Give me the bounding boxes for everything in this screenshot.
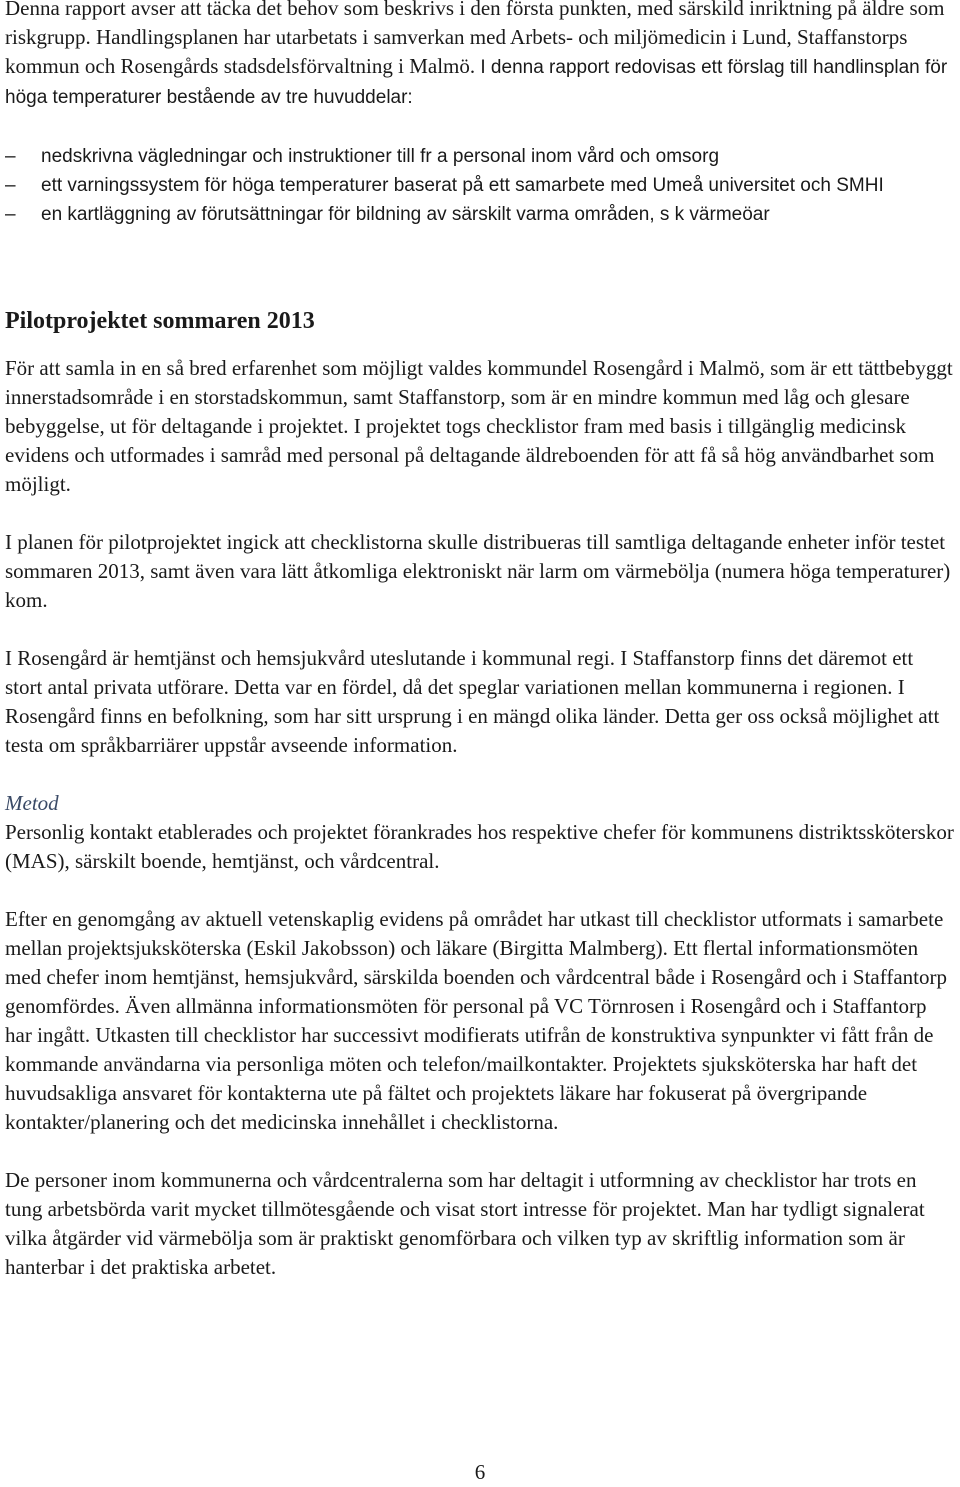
list-item-text: en kartläggning av förutsättningar för bildning av särskilt varma områden, s k värmeöar bbox=[41, 204, 770, 225]
body-paragraph: I Rosengård är hemtjänst och hemsjukvård uteslutande i kommunal regi. I Staffanstorp finns det däremot ett stort antal privata utförare. Detta var en fördel, då det speglar variationen mellan kommunerna i regionen. I Rosengård finns en befolkning, som har sitt ursprung i en mängd olika länder. Detta ger oss också möjlighet att testa om språkbarriärer uppstår avseende information. bbox=[5, 646, 940, 757]
body-paragraph: Personlig kontakt etablerades och projektet förankrades hos respektive chefer för kommunens distriktssköterskor (MAS), särskilt boende, hemtjänst, och vårdcentral. bbox=[5, 820, 954, 873]
page-number: 6 bbox=[474, 1460, 486, 1484]
document-page bbox=[5, 0, 955, 1282]
body-paragraph: Efter en genomgång av aktuell vetenskaplig evidens på området har utkast till checklistor utformats i samarbete mellan projektsjuksköterska (Eskil Jakobsson) och läkare (Birgitta Malmberg). Ett flertal informationsmöten med chefer inom hemtjänst, hemsjukvård, särskilda boenden och vårdcentral både i Rosengård och i Staffantorp genomfördes. Även allmänna informationsmöten för personal på VC Törnrosen i Rosengård och i Staffantorp har ingått. Utkasten till checklistor har successivt modifierats utifrån de konstruktiva synpunkter vi fått från de kommande användarna via personliga möten och telefon/mailkontakter. Projektets sjuksköterska har haft det huvudsakliga ansvaret för kontakterna ute på fältet och projektets läkare har fokuserat på övergripande kontakter/planering och det medicinska innehållet i checklistorna. bbox=[5, 907, 947, 1134]
dash-list bbox=[5, 142, 955, 229]
method-subheading: Metod bbox=[5, 791, 59, 815]
intro-sans-text: I denna rapport redovisas ett förslag till handlinsplan för höga temperaturer bestående av tre huvuddelar: bbox=[5, 57, 948, 108]
intro-serif-text: Denna rapport avser att täcka det behov som beskrivs i den första punkten, med särskild inriktning på äldre som riskgrupp. Handlingsplanen har utarbetats i samverkan med Arbets- och miljömedicin i Lund, Staffanstorps kommun och Rosengårds stadsdelsförvaltning i Malmö. bbox=[5, 0, 945, 78]
intro-paragraph bbox=[5, 0, 955, 112]
list-item-text: nedskrivna vägledningar och instruktioner till fr a personal inom vård och omsorg bbox=[41, 146, 720, 167]
section-heading: Pilotprojektet sommaren 2013 bbox=[5, 308, 315, 334]
dash-marker: – bbox=[5, 175, 16, 196]
list-item bbox=[5, 171, 955, 200]
list-item bbox=[5, 142, 955, 171]
list-item-text: ett varningssystem för höga temperaturer baserat på ett samarbete med Umeå universitet och SMHI bbox=[41, 175, 884, 196]
dash-marker: – bbox=[5, 146, 16, 167]
body-paragraph: De personer inom kommunerna och vårdcentralerna som har deltagit i utformning av checklistor har trots en tung arbetsbörda varit mycket tillmötesgående och visat stort intresse för projektet. Man har tydligt signalerat vilka åtgärder vid värmebölja som är praktiskt genomförbara och vilken typ av skriftlig information som är hanterbar i det praktiska arbetet. bbox=[5, 1168, 925, 1279]
body-paragraph: För att samla in en så bred erfarenhet som möjligt valdes kommundel Rosengård i Malmö, som är ett tättbebyggt innerstadsområde i en storstadskommun, samt Staffanstorp, som är en mindre kommun med låg och glesare bebyggelse, ut för deltagande i projektet. I projektet togs checklistor fram med basis i tillgänglig medicinsk evidens och utformades i samråd med personal på deltagande äldreboenden för att få så hög användbarhet som möjligt. bbox=[5, 356, 953, 496]
dash-marker: – bbox=[5, 204, 16, 225]
list-item bbox=[5, 200, 955, 229]
body-paragraph: I planen för pilotprojektet ingick att checklistorna skulle distribueras till samtliga deltagande enheter inför testet sommaren 2013, samt även vara lätt åtkomliga elektroniskt när larm om värmebölja (numera höga temperaturer) kom. bbox=[5, 530, 951, 612]
